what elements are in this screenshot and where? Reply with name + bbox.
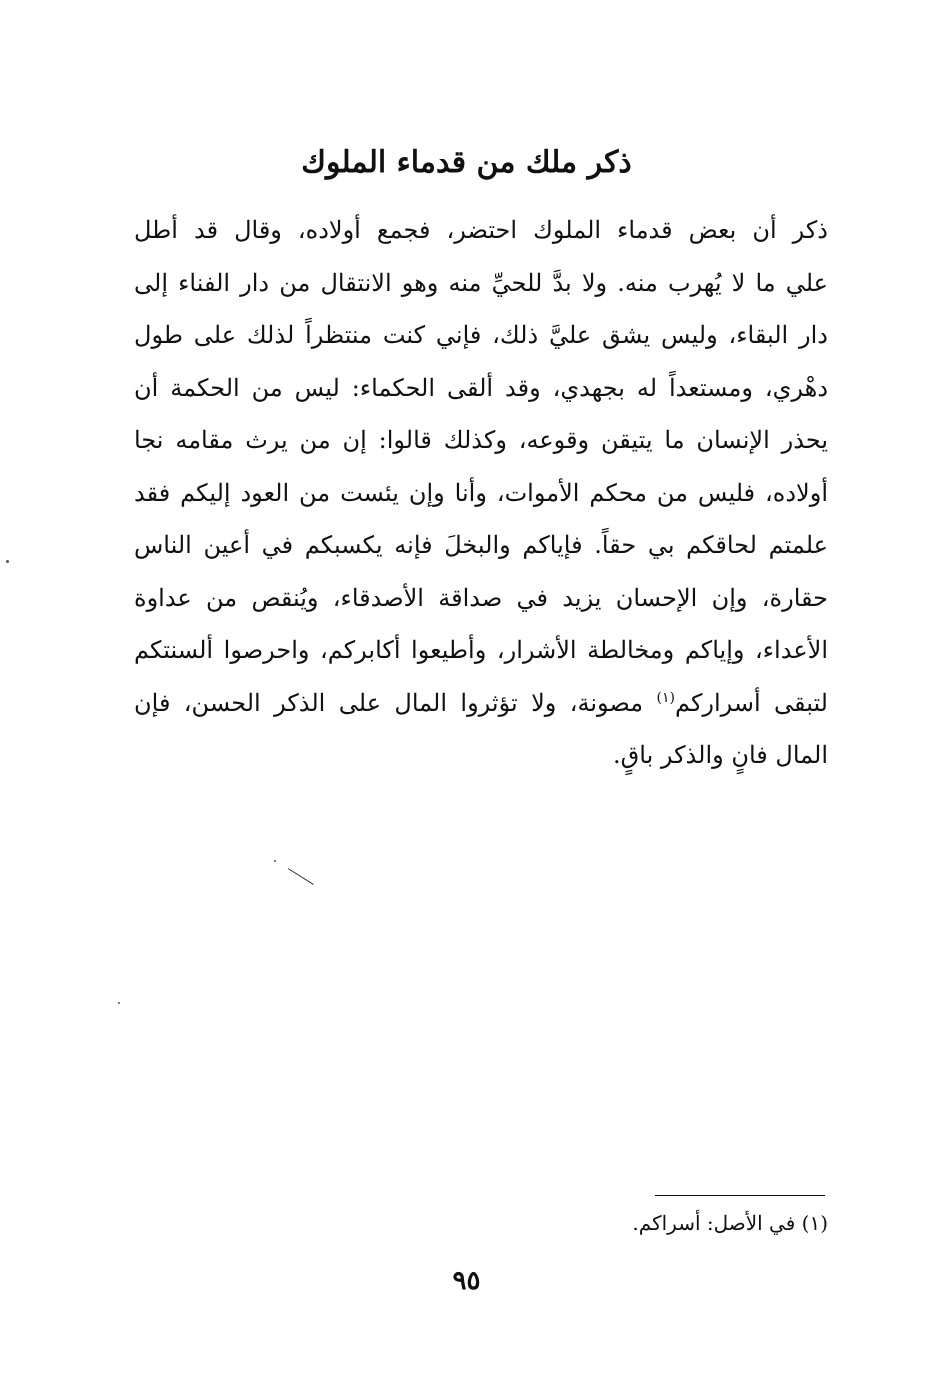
stray-pen-mark bbox=[288, 868, 314, 885]
body-line-11: المال فانٍ والذكر باقٍ. bbox=[613, 741, 828, 769]
body-line-8: حقارة، وإن الإحسان يزيد في صداقة الأصدقاء، ويُنقص من عداوة bbox=[134, 583, 828, 612]
footnote-marker: (١) bbox=[656, 689, 675, 706]
body-line-9: الأعداء، وإياكم ومخالطة الأشرار، وأطيعوا أكابركم، واحرصوا ألسنتكم bbox=[134, 636, 828, 664]
body-line-3: دار البقاء، وليس يشق عليَّ ذلك، فإني كنت منتظراً لذلك على طول bbox=[134, 321, 828, 349]
body-line-10 bbox=[134, 677, 828, 730]
body-line-5: يحذر الإنسان ما يتيقن وقوعه، وكذلك قالوا: إن من يرث مقامه نجا bbox=[134, 426, 828, 454]
body-line-2: علي ما لا يُهرب منه. ولا بدَّ للحيِّ منه وهو الانتقال من دار الفناء إلى bbox=[134, 268, 828, 297]
body-line-10-end: مصونة، ولا تؤثروا المال على الذكر الحسن، فإن bbox=[134, 688, 644, 717]
footnote-divider bbox=[655, 1195, 825, 1196]
body-line-7: علمتم لحاقكم بي حقاً. فإياكم والبخلَ فإنه يكسبكم في أعين الناس bbox=[134, 531, 828, 559]
body-paragraph bbox=[134, 204, 828, 782]
body-line-1: ذكر أن بعض قدماء الملوك احتضر، فجمع أولاده، وقال قد أطل bbox=[134, 216, 828, 244]
body-line-10-start: لتبقى أسراركم bbox=[674, 688, 828, 717]
page-number: ٩٥ bbox=[452, 1266, 481, 1296]
footnote: (١) في الأصل: أسراكم. bbox=[632, 1211, 828, 1235]
scan-speck bbox=[118, 1002, 120, 1004]
scan-speck bbox=[274, 860, 276, 862]
scan-speck bbox=[6, 560, 9, 563]
body-line-6: أولاده، فليس من محكم الأموات، وأنا وإن يئست من العود إليكم فقد bbox=[134, 478, 828, 507]
body-line-4: دهْري، ومستعداً له بجهدي، وقد ألقى الحكماء: ليس من الحكمة أن bbox=[134, 373, 828, 402]
section-title: ذكر ملك من قدماء الملوك bbox=[301, 145, 632, 180]
